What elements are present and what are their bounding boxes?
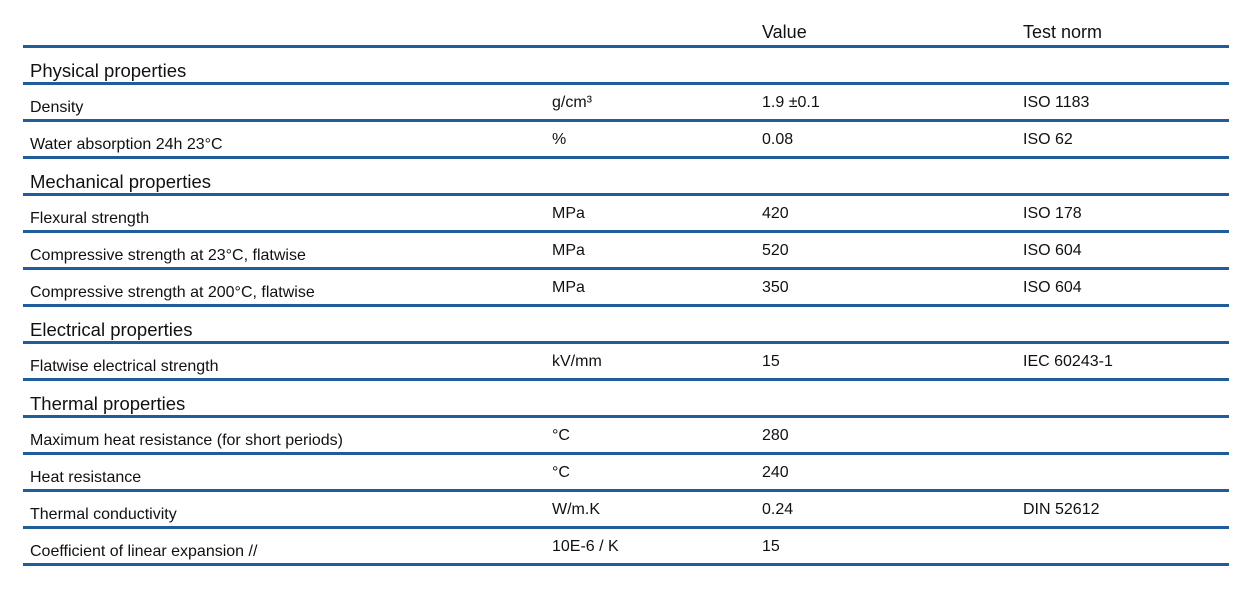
property-value: 15 (762, 353, 780, 370)
property-value: 240 (762, 464, 789, 481)
section-header (23, 48, 1229, 85)
property-label: Water absorption 24h 23°C (30, 136, 223, 153)
property-unit: % (552, 131, 567, 148)
property-value: 0.24 (762, 501, 794, 518)
table-row (23, 492, 1229, 529)
table-row (23, 196, 1229, 233)
table-row (23, 455, 1229, 492)
property-unit: MPa (552, 205, 585, 222)
table-row (23, 418, 1229, 455)
property-unit: W/m.K (552, 501, 600, 518)
property-value: 15 (762, 538, 780, 555)
section-header (23, 307, 1229, 344)
property-norm: ISO 178 (1023, 205, 1082, 222)
property-unit: kV/mm (552, 353, 602, 370)
header-value: Value (762, 22, 807, 42)
property-unit: g/cm³ (552, 94, 592, 111)
property-value: 520 (762, 242, 789, 259)
property-value: 0.08 (762, 131, 794, 148)
property-label: Compressive strength at 23°C, flatwise (30, 247, 306, 264)
section-title: Physical properties (30, 60, 187, 81)
property-unit: MPa (552, 279, 585, 296)
property-unit: °C (552, 464, 570, 481)
property-label: Density (30, 99, 84, 116)
property-value: 420 (762, 205, 789, 222)
property-norm: DIN 52612 (1023, 501, 1100, 518)
property-label: Coefficient of linear expansion // (30, 543, 258, 560)
table-header-row (23, 0, 1229, 48)
property-norm: ISO 1183 (1023, 94, 1090, 111)
header-test-norm: Test norm (1023, 22, 1103, 42)
property-value: 1.9 ±0.1 (762, 94, 820, 111)
property-norm: ISO 62 (1023, 131, 1073, 148)
property-label: Thermal conductivity (30, 506, 177, 523)
table-row (23, 233, 1229, 270)
property-label: Compressive strength at 200°C, flatwise (30, 284, 315, 301)
property-label: Flatwise electrical strength (30, 358, 219, 375)
section-title: Thermal properties (30, 393, 186, 414)
property-unit: 10E-6 / K (552, 538, 619, 555)
table-row (23, 85, 1229, 122)
table-row (23, 270, 1229, 307)
section-title: Electrical properties (30, 319, 193, 340)
properties-table (23, 0, 1229, 566)
property-value: 280 (762, 427, 789, 444)
section-title: Mechanical properties (30, 171, 211, 192)
property-label: Flexural strength (30, 210, 150, 227)
property-unit: MPa (552, 242, 585, 259)
property-label: Maximum heat resistance (for short periods) (30, 432, 343, 449)
property-norm: ISO 604 (1023, 242, 1082, 259)
property-unit: °C (552, 427, 570, 444)
table-row (23, 529, 1229, 566)
property-label: Heat resistance (30, 469, 142, 486)
table-row (23, 344, 1229, 381)
property-norm: ISO 604 (1023, 279, 1082, 296)
section-header (23, 159, 1229, 196)
table-row (23, 122, 1229, 159)
property-norm: IEC 60243-1 (1023, 353, 1113, 370)
section-header (23, 381, 1229, 418)
property-value: 350 (762, 279, 789, 296)
